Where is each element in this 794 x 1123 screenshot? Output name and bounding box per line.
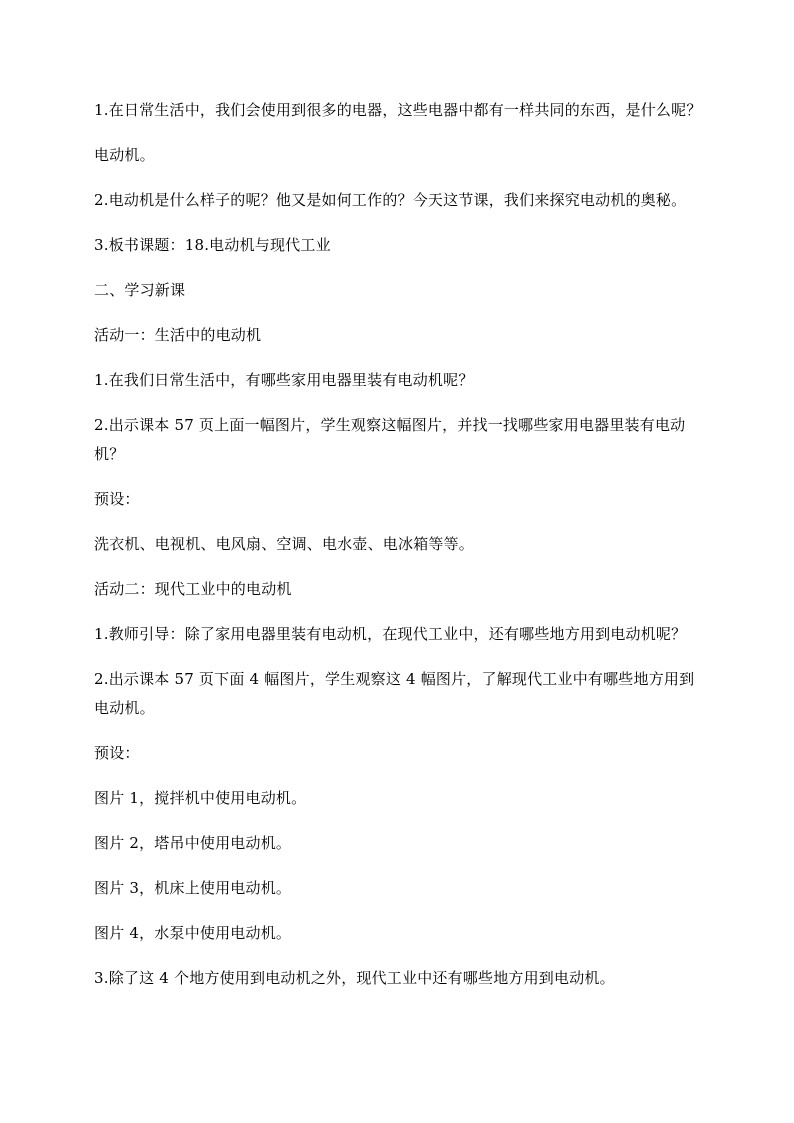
activity-one-item-1: 1.在我们日常生活中，有哪些家用电器里装有电动机呢？ (94, 371, 474, 389)
preset-label-1: 预设： (94, 490, 140, 508)
paragraph-motor-question: 2.电动机是什么样子的呢？他又是如何工作的？今天这节课，我们来探究电动机的奥秘。 (94, 191, 687, 209)
preset-answer-1: 洗衣机、电视机、电风扇、空调、电水壶、电冰箱等等。 (94, 535, 475, 553)
picture-3-text: 图片 3，机床上使用电动机。 (94, 879, 292, 897)
activity-two-item-1: 1.教师引导：除了家用电器里装有电动机，在现代工业中，还有哪些地方用到电动机呢？ (94, 625, 687, 643)
picture-2-text: 图片 2，塔吊中使用电动机。 (94, 834, 292, 852)
activity-one-heading: 活动一：生活中的电动机 (94, 326, 262, 344)
paragraph-intro-question: 1.在日常生活中，我们会使用到很多的电器，这些电器中都有一样共同的东西，是什么呢？ (94, 101, 702, 119)
activity-two-item-2: 2.出示课本 57 页下面 4 幅图片，学生观察这 4 幅图片，了解现代工业中有哪些地方用到电动机。 (94, 670, 695, 717)
paragraph-answer-motor: 电动机。 (94, 146, 155, 164)
activity-two-item-3: 3.除了这 4 个地方使用到电动机之外，现代工业中还有哪些地方用到电动机。 (94, 969, 615, 987)
activity-two-heading: 活动二：现代工业中的电动机 (94, 580, 292, 598)
section-heading-new-lesson: 二、学习新课 (94, 281, 186, 299)
picture-1-text: 图片 1，搅拌机中使用电动机。 (94, 789, 307, 807)
preset-label-2: 预设： (94, 744, 140, 762)
picture-4-text: 图片 4，水泵中使用电动机。 (94, 924, 292, 942)
document-body (94, 96, 704, 993)
paragraph-lesson-title: 3.板书课题：18.电动机与现代工业 (94, 236, 331, 254)
activity-one-item-2: 2.出示课本 57 页上面一幅图片，学生观察这幅图片，并找一找哪些家用电器里装有电动机？ (94, 416, 686, 463)
